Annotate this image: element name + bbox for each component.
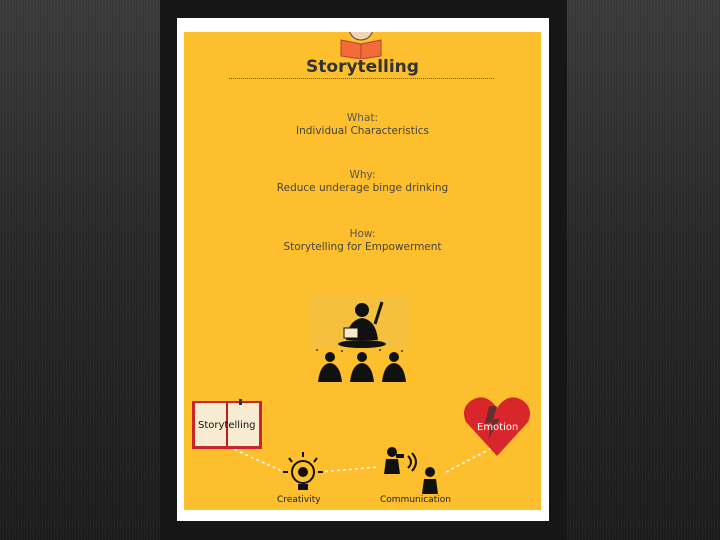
storytelling-node-label: Storytelling bbox=[198, 420, 256, 431]
communication-node-label: Communication bbox=[380, 495, 451, 505]
poster bbox=[184, 32, 541, 510]
lightbulb-icon bbox=[280, 450, 326, 496]
how-answer: Storytelling for Empowerment bbox=[283, 241, 442, 253]
communication-icon bbox=[382, 444, 444, 496]
background-right bbox=[567, 0, 720, 540]
poster-title: Storytelling bbox=[306, 57, 419, 77]
why-answer: Reduce underage binge drinking bbox=[276, 182, 449, 194]
why-question: Why: bbox=[349, 169, 376, 181]
background-left bbox=[0, 0, 160, 540]
what-question: What: bbox=[346, 112, 379, 124]
emotion-node-label: Emotion bbox=[477, 422, 519, 433]
how-question: How: bbox=[349, 228, 376, 240]
what-answer: Individual Characteristics bbox=[296, 125, 429, 137]
creativity-node-label: Creativity bbox=[277, 495, 321, 505]
